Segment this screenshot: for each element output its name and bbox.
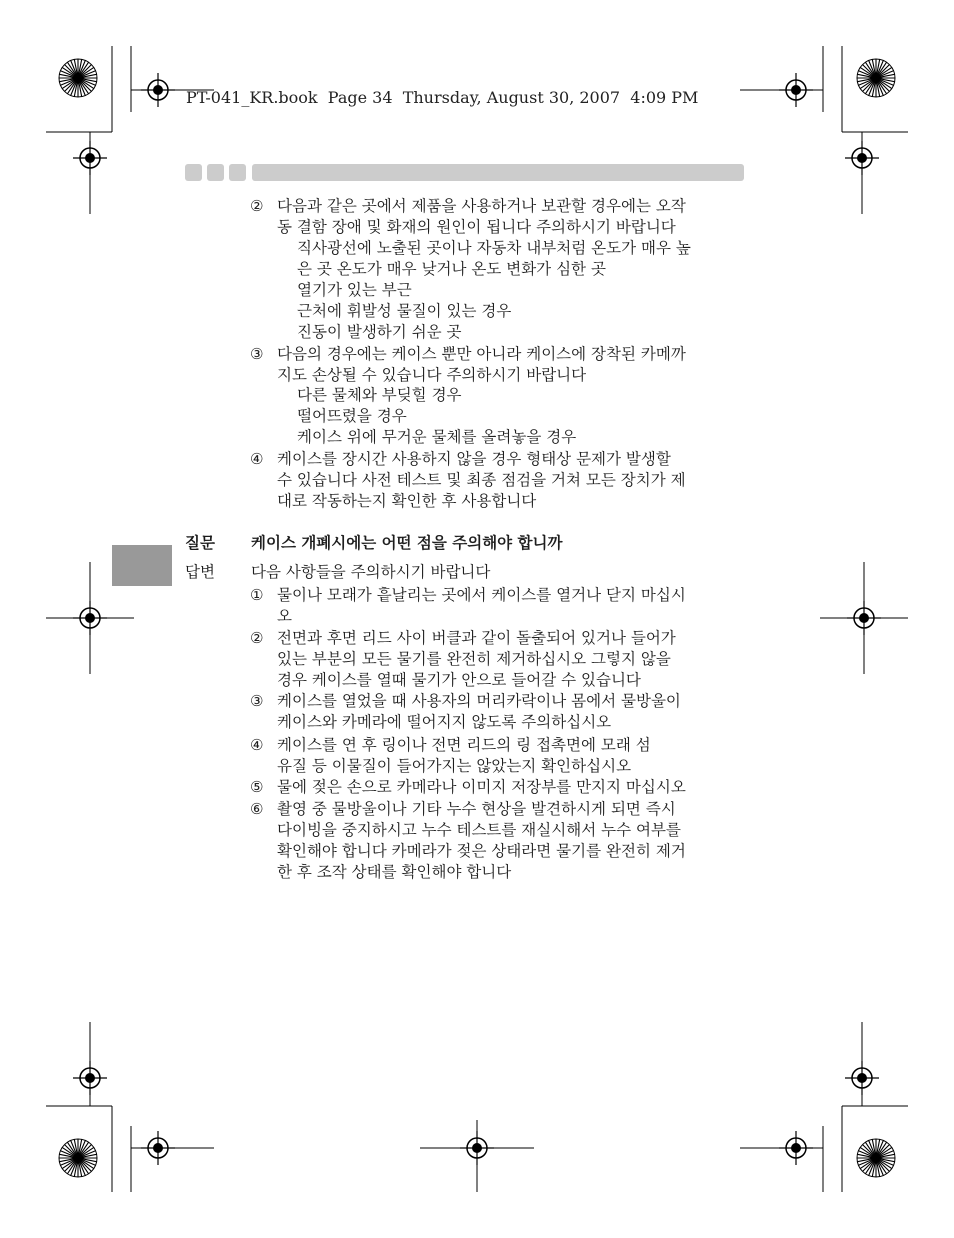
item-marker: ② [250, 197, 264, 215]
text-line: 다음의 경우에는 케이스 뿐만 아니라 케이스에 장착된 카메까 [277, 345, 686, 363]
answer-label: 답변 [185, 563, 215, 581]
text-line: 경우 케이스를 열때 물기가 안으로 들어갈 수 있습니다 [277, 671, 641, 689]
text-line: 오 [277, 607, 292, 625]
text-line: 동 결함 장애 및 화재의 원인이 됩니다 주의하시기 바랍니다 [277, 218, 676, 236]
text-line: 케이스를 연 후 링이나 전면 리드의 링 접촉면에 모래 섬 [277, 736, 651, 754]
text-line: 물이나 모래가 흩날리는 곳에서 케이스를 열거나 닫지 마십시 [277, 586, 686, 604]
bullet-line: 케이스 위에 무거운 물체를 올려놓을 경우 [297, 428, 577, 446]
bullet-line: 근처에 휘발성 물질이 있는 경우 [297, 302, 512, 320]
bullet-line: 은 곳 온도가 매우 낮거나 온도 변화가 심한 곳 [297, 260, 606, 278]
item-marker: ③ [250, 345, 264, 363]
item-marker: ⑥ [250, 800, 264, 818]
text-line: 케이스를 장시간 사용하지 않을 경우 형태상 문제가 발생할 [277, 450, 671, 468]
text-line: 물에 젖은 손으로 카메라나 이미지 저장부를 만지지 마십시오 [277, 778, 686, 796]
text-line: 유질 등 이물질이 들어가지는 않았는지 확인하십시오 [277, 757, 632, 775]
text-line: 한 후 조작 상태를 확인해야 합니다 [277, 863, 512, 881]
text-line: 확인해야 합니다 카메라가 젖은 상태라면 물기를 완전히 제거 [277, 842, 686, 860]
item-marker: ① [250, 586, 264, 604]
item-marker: ③ [250, 692, 264, 710]
bullet-line: 떨어뜨렸을 경우 [297, 407, 407, 425]
text-line: 대로 작동하는지 확인한 후 사용합니다 [277, 492, 537, 510]
item-marker: ④ [250, 450, 264, 468]
text-line: 지도 손상될 수 있습니다 주의하시기 바랍니다 [277, 366, 587, 384]
answer-intro: 다음 사항들을 주의하시기 바랍니다 [251, 563, 491, 581]
item-marker: ⑤ [250, 778, 264, 796]
question-label: 질문 [185, 534, 215, 552]
text-line: 다이빙을 중지하시고 누수 테스트를 재실시해서 누수 여부를 [277, 821, 681, 839]
item-marker: ④ [250, 736, 264, 754]
question-text: 케이스 개폐시에는 어떤 점을 주의해야 합니까 [251, 534, 563, 552]
text-line: 있는 부분의 모든 물기를 완전히 제거하십시오 그렇지 않을 [277, 650, 671, 668]
bullet-line: 다른 물체와 부딪힐 경우 [297, 386, 462, 404]
text-line: 케이스를 열었을 때 사용자의 머리카락이나 몸에서 물방울이 [277, 692, 681, 710]
text-line: 전면과 후면 리드 사이 버클과 같이 돌출되어 있거나 들어가 [277, 629, 676, 647]
bullet-line: 직사광선에 노출된 곳이나 자동차 내부처럼 온도가 매우 높 [297, 239, 691, 257]
bullet-line: 열기가 있는 부근 [297, 281, 412, 299]
text-line: 촬영 중 물방울이나 기타 누수 현상을 발견하시게 되면 즉시 [277, 800, 676, 818]
book-info-header: PT-041_KR.book Page 34 Thursday, August 30, 2007 4:09 PM [186, 88, 699, 107]
text-line: 수 있습니다 사전 테스트 및 최종 점검을 거쳐 모든 장치가 제 [277, 471, 686, 489]
bullet-line: 진동이 발생하기 쉬운 곳 [297, 323, 462, 341]
text-line: 케이스와 카메라에 떨어지지 않도록 주의하십시오 [277, 713, 612, 731]
text-line: 다음과 같은 곳에서 제품을 사용하거나 보관할 경우에는 오작 [277, 197, 686, 215]
item-marker: ② [250, 629, 264, 647]
